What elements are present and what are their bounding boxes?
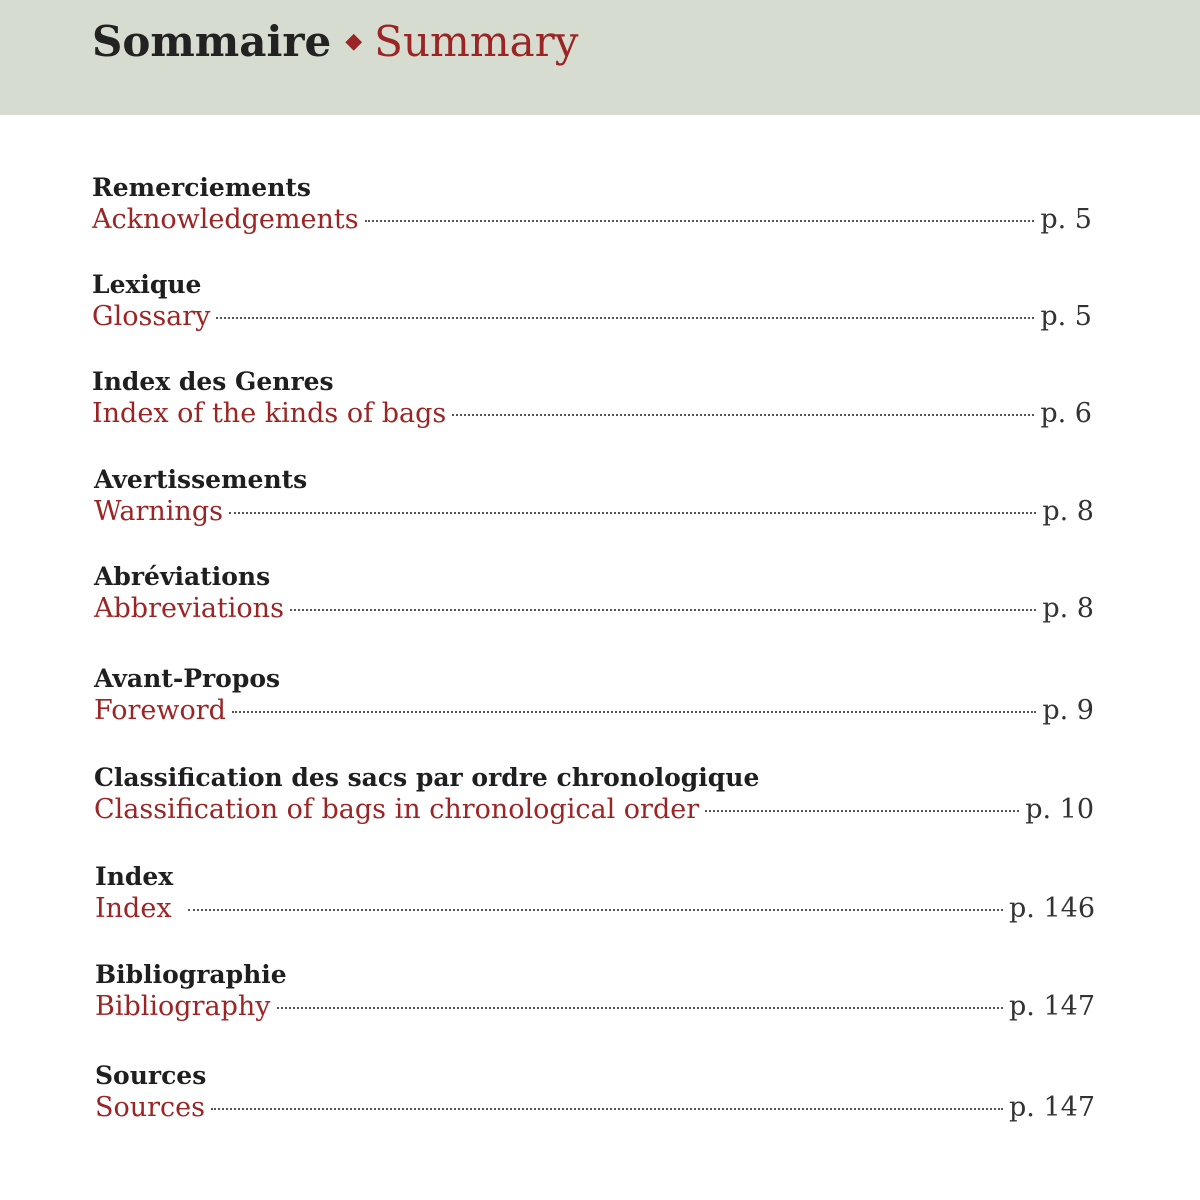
toc-entry-french-title: Abréviations bbox=[94, 562, 271, 591]
dot-leader bbox=[705, 810, 1019, 812]
toc-entry-page: p. 6 bbox=[1040, 398, 1092, 429]
dot-leader bbox=[188, 909, 1003, 911]
toc-entry-abbreviations[interactable] bbox=[94, 562, 1094, 626]
toc-entry-english-title: Glossary bbox=[92, 301, 211, 332]
toc-entry-row bbox=[95, 892, 1095, 926]
toc-entry-glossary[interactable] bbox=[92, 270, 1092, 334]
dot-leader bbox=[232, 711, 1036, 713]
toc-entry-french-title: Index des Genres bbox=[92, 367, 334, 396]
toc-entry-row bbox=[92, 397, 1092, 431]
dot-leader bbox=[211, 1108, 1003, 1110]
toc-entry-classification[interactable] bbox=[94, 763, 1094, 827]
toc-entry-row bbox=[95, 990, 1095, 1024]
dot-leader bbox=[216, 317, 1034, 319]
toc-entry-index-of-kinds[interactable] bbox=[92, 367, 1092, 431]
toc-entry-sources[interactable] bbox=[95, 1061, 1095, 1125]
toc-entry-foreword[interactable] bbox=[94, 664, 1094, 728]
toc-entry-page: p. 146 bbox=[1009, 893, 1095, 924]
toc-entry-page: p. 8 bbox=[1042, 593, 1094, 624]
toc-entry-english-title: Index of the kinds of bags bbox=[92, 398, 447, 429]
toc-entry-english-title: Index bbox=[95, 893, 172, 924]
toc-entry-page: p. 5 bbox=[1040, 301, 1092, 332]
toc-entry-english-title: Warnings bbox=[94, 496, 223, 527]
toc-entry-row bbox=[92, 300, 1092, 334]
toc-entry-french-title: Index bbox=[95, 862, 174, 891]
toc-entry-page: p. 8 bbox=[1042, 496, 1094, 527]
toc-entry-row bbox=[94, 592, 1094, 626]
toc-entry-french-title: Avertissements bbox=[94, 465, 308, 494]
toc-entry-row bbox=[92, 203, 1092, 237]
toc-entry-page: p. 9 bbox=[1042, 695, 1094, 726]
toc-entry-french-title: Classification des sacs par ordre chronologique bbox=[94, 763, 760, 792]
toc-entry-english-title: Foreword bbox=[94, 695, 226, 726]
toc-entry-french-title: Sources bbox=[95, 1061, 207, 1090]
dot-leader bbox=[365, 220, 1035, 222]
dot-leader bbox=[229, 512, 1036, 514]
toc-entry-bibliography[interactable] bbox=[95, 960, 1095, 1024]
toc-entry-page: p. 10 bbox=[1025, 794, 1094, 825]
dot-leader bbox=[277, 1007, 1004, 1009]
toc-entry-french-title: Remerciements bbox=[92, 173, 311, 202]
diamond-icon: ◆ bbox=[345, 29, 363, 54]
toc-entry-english-title: Bibliography bbox=[95, 991, 271, 1022]
title-english: Summary bbox=[374, 17, 579, 66]
toc-entry-page: p. 5 bbox=[1040, 204, 1092, 235]
toc-entry-french-title: Avant-Propos bbox=[94, 664, 281, 693]
toc-entry-warnings[interactable] bbox=[94, 465, 1094, 529]
toc-entry-english-title: Classification of bags in chronological order bbox=[94, 794, 700, 825]
toc-entry-row bbox=[95, 1091, 1095, 1125]
toc-entry-page: p. 147 bbox=[1009, 991, 1095, 1022]
toc-entry-french-title: Bibliographie bbox=[95, 960, 287, 989]
dot-leader bbox=[452, 414, 1034, 416]
dot-leader bbox=[290, 609, 1036, 611]
toc-entry-french-title: Lexique bbox=[92, 270, 202, 299]
toc-entry-row bbox=[94, 495, 1094, 529]
toc-entry-english-title: Abbreviations bbox=[94, 593, 284, 624]
toc-entry-english-title: Acknowledgements bbox=[92, 204, 359, 235]
toc-entry-acknowledgements[interactable] bbox=[92, 173, 1092, 237]
toc-entry-row bbox=[94, 694, 1094, 728]
toc-entry-english-title: Sources bbox=[95, 1092, 206, 1123]
title-french: Sommaire bbox=[92, 17, 332, 66]
toc-entry-index[interactable] bbox=[95, 862, 1095, 926]
toc-entry-page: p. 147 bbox=[1009, 1092, 1095, 1123]
toc-entry-row bbox=[94, 793, 1094, 827]
